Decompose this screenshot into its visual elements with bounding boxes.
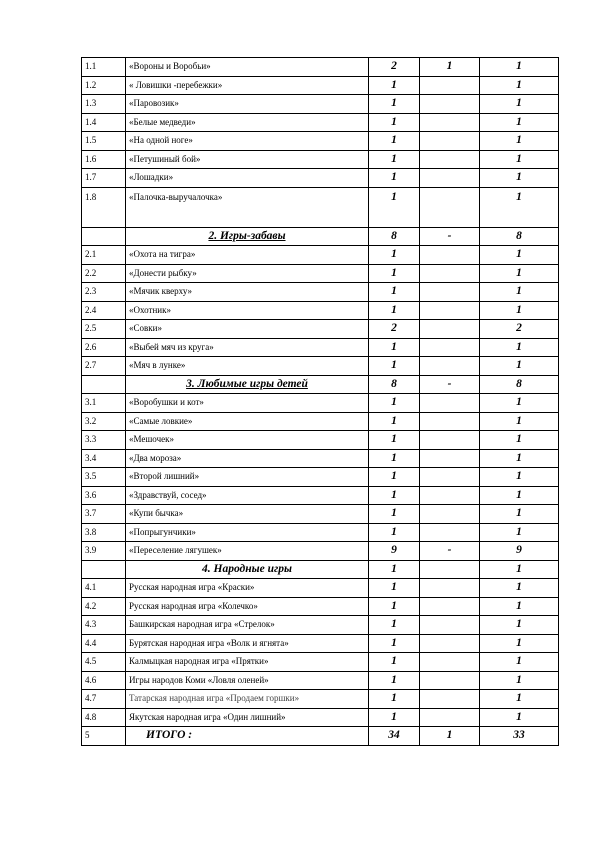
value-total: 2 — [369, 58, 420, 77]
value-b — [420, 486, 480, 505]
game-name: «На одной ноге» — [126, 132, 369, 151]
game-name: «Совки» — [126, 320, 369, 339]
value-b — [420, 264, 480, 283]
value-total: 1 — [369, 113, 420, 132]
game-name: Башкирская народная игра «Стрелок» — [126, 616, 369, 635]
table-row — [82, 150, 559, 169]
value-c: 1 — [480, 505, 559, 524]
value-total: 1 — [369, 169, 420, 188]
table-row — [82, 523, 559, 542]
table-row — [82, 597, 559, 616]
row-number: 3.4 — [82, 449, 126, 468]
row-number: 2.2 — [82, 264, 126, 283]
section-row — [82, 375, 559, 394]
table-row — [82, 338, 559, 357]
value-b — [420, 412, 480, 431]
table-row — [82, 113, 559, 132]
value-b — [420, 95, 480, 114]
value-b — [420, 708, 480, 727]
table-row — [82, 542, 559, 561]
table-row — [82, 486, 559, 505]
value-c: 1 — [480, 264, 559, 283]
value-c: 1 — [480, 283, 559, 302]
value-total: 1 — [369, 95, 420, 114]
value-b: 1 — [420, 58, 480, 77]
value-total: 1 — [369, 671, 420, 690]
value-total: 1 — [369, 246, 420, 265]
table-row — [82, 616, 559, 635]
value-b — [420, 169, 480, 188]
value-total: 1 — [369, 301, 420, 320]
table-row — [82, 394, 559, 413]
value-total: 1 — [369, 449, 420, 468]
table-row — [82, 357, 559, 376]
value-total: 1 — [369, 76, 420, 95]
game-name: Калмыцкая народная игра «Прятки» — [126, 653, 369, 672]
value-c: 8 — [480, 227, 559, 246]
value-c: 1 — [480, 468, 559, 487]
value-c: 1 — [480, 357, 559, 376]
game-name: «Здравствуй, сосед» — [126, 486, 369, 505]
game-name: «Палочка-выручалочка» — [126, 187, 369, 227]
game-name: «Попрыгунчики» — [126, 523, 369, 542]
game-name: «Купи бычка» — [126, 505, 369, 524]
row-number — [82, 227, 126, 246]
table-row — [82, 264, 559, 283]
value-b — [420, 579, 480, 598]
value-c: 1 — [480, 579, 559, 598]
game-name: «Донести рыбку» — [126, 264, 369, 283]
row-number: 1.1 — [82, 58, 126, 77]
table-row — [82, 95, 559, 114]
table-row — [82, 169, 559, 188]
row-number: 2.5 — [82, 320, 126, 339]
row-number: 3.7 — [82, 505, 126, 524]
value-total: 2 — [369, 320, 420, 339]
value-b — [420, 338, 480, 357]
row-number: 2.3 — [82, 283, 126, 302]
value-c: 1 — [480, 690, 559, 709]
value-c: 1 — [480, 486, 559, 505]
game-name: «Белые медведи» — [126, 113, 369, 132]
value-total: 8 — [369, 227, 420, 246]
table-row — [82, 320, 559, 339]
value-total: 1 — [369, 187, 420, 227]
row-number: 4.6 — [82, 671, 126, 690]
value-total: 1 — [369, 653, 420, 672]
value-b — [420, 76, 480, 95]
table-row — [82, 708, 559, 727]
row-number: 3.3 — [82, 431, 126, 450]
value-total: 1 — [369, 634, 420, 653]
value-b — [420, 449, 480, 468]
game-name: «Охота на тигра» — [126, 246, 369, 265]
value-c: 8 — [480, 375, 559, 394]
game-name: Татарская народная игра «Продаем горшки» — [126, 690, 369, 709]
row-number: 3.9 — [82, 542, 126, 561]
value-b — [420, 357, 480, 376]
table-row — [82, 132, 559, 151]
row-number: 1.8 — [82, 187, 126, 227]
game-name: Русская народная игра «Краски» — [126, 579, 369, 598]
row-number: 4.7 — [82, 690, 126, 709]
value-b — [420, 301, 480, 320]
game-name: ИТОГО : — [126, 727, 369, 746]
row-number: 4.8 — [82, 708, 126, 727]
value-b — [420, 150, 480, 169]
row-number — [82, 560, 126, 579]
value-c: 1 — [480, 95, 559, 114]
row-number: 4.2 — [82, 597, 126, 616]
table-row — [82, 468, 559, 487]
game-name: 2. Игры-забавы — [126, 227, 369, 246]
value-total: 1 — [369, 264, 420, 283]
value-b: 1 — [420, 727, 480, 746]
value-b: - — [420, 542, 480, 561]
value-c: 1 — [480, 301, 559, 320]
value-total: 1 — [369, 357, 420, 376]
game-name: «Вороны и Воробьи» — [126, 58, 369, 77]
value-c: 1 — [480, 132, 559, 151]
table-row — [82, 431, 559, 450]
value-b — [420, 560, 480, 579]
row-number: 1.5 — [82, 132, 126, 151]
value-c: 1 — [480, 187, 559, 227]
table-row — [82, 76, 559, 95]
value-c: 1 — [480, 523, 559, 542]
game-name: «Паровозик» — [126, 95, 369, 114]
value-b — [420, 671, 480, 690]
value-c: 1 — [480, 616, 559, 635]
value-c: 1 — [480, 150, 559, 169]
game-name: 4. Народные игры — [126, 560, 369, 579]
row-number: 4.4 — [82, 634, 126, 653]
value-c: 1 — [480, 708, 559, 727]
value-c: 1 — [480, 597, 559, 616]
value-total: 1 — [369, 579, 420, 598]
value-b — [420, 187, 480, 227]
game-name: «Воробушки и кот» — [126, 394, 369, 413]
row-number: 3.8 — [82, 523, 126, 542]
value-total: 1 — [369, 616, 420, 635]
table-row — [82, 58, 559, 77]
value-c: 1 — [480, 671, 559, 690]
value-b — [420, 523, 480, 542]
game-name: 3. Любимые игры детей — [126, 375, 369, 394]
table-row — [82, 653, 559, 672]
row-number: 4.5 — [82, 653, 126, 672]
value-c: 1 — [480, 169, 559, 188]
value-total: 8 — [369, 375, 420, 394]
value-total: 1 — [369, 283, 420, 302]
value-b: - — [420, 227, 480, 246]
value-c: 2 — [480, 320, 559, 339]
value-total: 1 — [369, 338, 420, 357]
games-table — [81, 57, 559, 746]
value-total: 1 — [369, 412, 420, 431]
row-number — [82, 375, 126, 394]
value-total: 1 — [369, 690, 420, 709]
value-c: 1 — [480, 246, 559, 265]
value-c: 1 — [480, 394, 559, 413]
table-row — [82, 246, 559, 265]
game-name: «Мячик кверху» — [126, 283, 369, 302]
table-row — [82, 301, 559, 320]
value-b: - — [420, 375, 480, 394]
row-number: 2.7 — [82, 357, 126, 376]
section-row — [82, 560, 559, 579]
value-total: 1 — [369, 468, 420, 487]
value-b — [420, 320, 480, 339]
value-c: 1 — [480, 113, 559, 132]
game-name: Якутская народная игра «Один лишний» — [126, 708, 369, 727]
value-c: 1 — [480, 338, 559, 357]
value-c: 1 — [480, 449, 559, 468]
value-b — [420, 616, 480, 635]
row-number: 3.1 — [82, 394, 126, 413]
value-b — [420, 283, 480, 302]
row-number: 1.6 — [82, 150, 126, 169]
value-total: 1 — [369, 708, 420, 727]
row-number: 2.1 — [82, 246, 126, 265]
game-name: «Мяч в лунке» — [126, 357, 369, 376]
value-b — [420, 468, 480, 487]
table-row — [82, 690, 559, 709]
game-name: «Мешочек» — [126, 431, 369, 450]
game-name: Русская народная игра «Колечко» — [126, 597, 369, 616]
row-number: 3.6 — [82, 486, 126, 505]
row-number: 1.4 — [82, 113, 126, 132]
game-name: «Переселение лягушек» — [126, 542, 369, 561]
games-table-body — [82, 58, 559, 746]
row-number: 2.6 — [82, 338, 126, 357]
row-number: 1.7 — [82, 169, 126, 188]
table-row — [82, 283, 559, 302]
game-name: « Ловишки -перебежки» — [126, 76, 369, 95]
game-name: «Два мороза» — [126, 449, 369, 468]
row-number: 4.3 — [82, 616, 126, 635]
value-total: 1 — [369, 486, 420, 505]
row-number: 3.2 — [82, 412, 126, 431]
row-number: 5 — [82, 727, 126, 746]
value-c: 9 — [480, 542, 559, 561]
value-total: 1 — [369, 431, 420, 450]
value-b — [420, 431, 480, 450]
game-name: Бурятская народная игра «Волк и ягнята» — [126, 634, 369, 653]
row-number: 1.3 — [82, 95, 126, 114]
value-c: 1 — [480, 634, 559, 653]
table-row — [82, 449, 559, 468]
value-total: 1 — [369, 505, 420, 524]
value-c: 1 — [480, 76, 559, 95]
value-total: 1 — [369, 597, 420, 616]
table-row — [82, 187, 559, 227]
table-row — [82, 579, 559, 598]
value-total: 1 — [369, 523, 420, 542]
table-row — [82, 505, 559, 524]
game-name: «Второй лишний» — [126, 468, 369, 487]
game-name: «Петушиный бой» — [126, 150, 369, 169]
value-total: 1 — [369, 150, 420, 169]
table-row — [82, 634, 559, 653]
game-name: «Охотник» — [126, 301, 369, 320]
value-b — [420, 634, 480, 653]
value-b — [420, 132, 480, 151]
value-b — [420, 113, 480, 132]
row-number: 2.4 — [82, 301, 126, 320]
row-number: 3.5 — [82, 468, 126, 487]
value-total: 34 — [369, 727, 420, 746]
value-total: 1 — [369, 394, 420, 413]
value-b — [420, 394, 480, 413]
value-b — [420, 597, 480, 616]
section-row — [82, 227, 559, 246]
value-total: 1 — [369, 560, 420, 579]
value-c: 1 — [480, 560, 559, 579]
total-row — [82, 727, 559, 746]
table-row — [82, 671, 559, 690]
value-c: 33 — [480, 727, 559, 746]
value-b — [420, 690, 480, 709]
row-number: 1.2 — [82, 76, 126, 95]
game-name: «Самые ловкие» — [126, 412, 369, 431]
game-name: «Выбей мяч из круга» — [126, 338, 369, 357]
value-c: 1 — [480, 412, 559, 431]
game-name: «Лошадки» — [126, 169, 369, 188]
game-name: Игры народов Коми «Ловля оленей» — [126, 671, 369, 690]
value-c: 1 — [480, 653, 559, 672]
value-b — [420, 653, 480, 672]
value-c: 1 — [480, 431, 559, 450]
value-b — [420, 246, 480, 265]
value-c: 1 — [480, 58, 559, 77]
value-total: 1 — [369, 132, 420, 151]
row-number: 4.1 — [82, 579, 126, 598]
value-b — [420, 505, 480, 524]
value-total: 9 — [369, 542, 420, 561]
table-row — [82, 412, 559, 431]
